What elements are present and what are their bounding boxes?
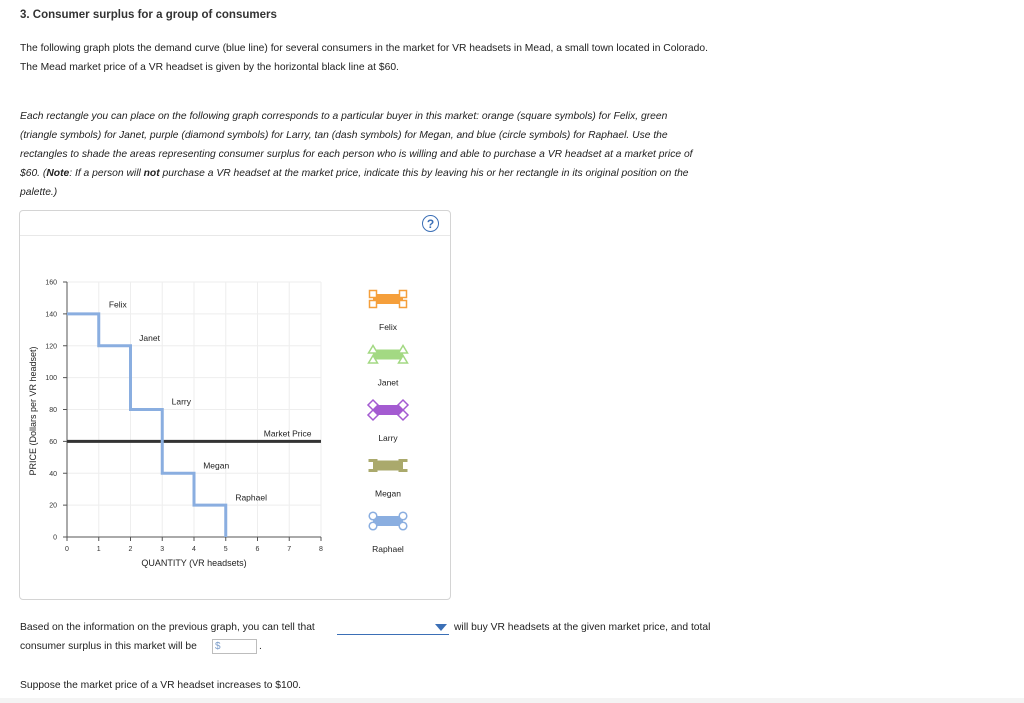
buyer-label: Market Price xyxy=(263,428,312,439)
circle-icon xyxy=(399,522,407,530)
circle-icon xyxy=(369,512,377,520)
instr-line-1: Each rectangle you can place on the following graph corresponds to a particular buyer in this market: orange (square symbols) for Felix, green xyxy=(20,111,668,122)
dollar-sign: $ xyxy=(215,641,221,652)
buyer-label: Larry xyxy=(171,396,191,407)
x-tick-label: 1 xyxy=(96,546,101,553)
instr-line-4: $60. (Note: If a person will not purchase a VR headset at the market price, indicate this by leaving his or her rectangle in its original position on the xyxy=(20,168,689,179)
help-icon[interactable]: ? xyxy=(422,215,439,232)
x-tick-label: 7 xyxy=(287,546,292,553)
dash-icon xyxy=(369,469,378,472)
answer-period: . xyxy=(259,641,262,652)
page-bottom-edge xyxy=(0,698,1024,703)
x-tick-label: 3 xyxy=(160,546,165,553)
palette-label-larry: Larry xyxy=(378,433,398,443)
answer-line2: consumer surplus in this market will be xyxy=(20,641,197,652)
palette-label-megan: Megan xyxy=(375,488,401,499)
y-tick-label: 80 xyxy=(49,407,57,414)
palette-label-janet: Janet xyxy=(377,377,399,388)
followup-text: Suppose the market price of a VR headset increases to $100. xyxy=(20,680,302,691)
dash-icon xyxy=(369,459,378,462)
x-tick-label: 8 xyxy=(319,546,323,553)
x-tick-label: 6 xyxy=(255,546,260,553)
instr-line-2: (triangle symbols) for Janet, purple (diamond symbols) for Larry, tan (dash symbols) for Megan, and blue (circle symbols) for Raphael. Use the xyxy=(20,130,668,141)
palette-rect-raphael[interactable] xyxy=(373,516,403,526)
x-tick-label: 5 xyxy=(223,546,228,553)
y-tick-label: 20 xyxy=(49,502,57,510)
y-tick-label: 60 xyxy=(49,438,57,446)
x-tick-label: 2 xyxy=(128,546,133,553)
y-tick-label: 40 xyxy=(49,470,57,478)
palette-rect-janet[interactable] xyxy=(373,350,403,360)
palette-label-felix: Felix xyxy=(379,322,397,332)
answer-text-after: will buy VR headsets at the given market price, and total xyxy=(454,622,711,633)
square-icon xyxy=(400,301,407,308)
y-tick-label: 160 xyxy=(45,279,57,287)
instr-line-3: rectangles to shade the areas representing consumer surplus for each person who is willing and able to purchase a VR headset at a market price of xyxy=(20,149,693,160)
x-tick-label: 0 xyxy=(65,546,69,553)
palette-rect-felix[interactable] xyxy=(373,294,403,304)
palette-label-raphael: Raphael xyxy=(372,544,404,554)
x-axis-label: QUANTITY (VR headsets) xyxy=(141,558,247,568)
not-emphasis: not xyxy=(143,168,160,179)
circle-icon xyxy=(369,522,377,530)
buyer-label: Raphael xyxy=(235,492,267,503)
buyer-label: Janet xyxy=(139,332,160,343)
answer-text-before: Based on the information on the previous graph, you can tell that xyxy=(20,622,315,633)
y-tick-label: 120 xyxy=(45,343,57,351)
y-axis-label: PRICE (Dollars per VR headset) xyxy=(28,346,38,476)
y-tick-label: 0 xyxy=(53,534,57,542)
intro-line-2: The Mead market price of a VR headset is given by the horizontal black line at $60. xyxy=(20,62,399,73)
dash-icon xyxy=(399,469,408,472)
square-icon xyxy=(400,291,407,298)
buyers-dropdown[interactable] xyxy=(337,620,449,635)
question-title: 3. Consumer surplus for a group of consumers xyxy=(20,9,277,21)
circle-icon xyxy=(399,512,407,520)
chevron-down-icon xyxy=(435,624,447,631)
triangle-icon xyxy=(369,346,378,354)
intro-line-1: The following graph plots the demand curve (blue line) for several consumers in the market for VR headsets in Mead, a small town located in Colorado. xyxy=(20,43,708,54)
buyer-label: Megan xyxy=(203,460,230,471)
y-tick-label: 140 xyxy=(45,311,57,319)
square-icon xyxy=(370,301,377,308)
y-tick-label: 100 xyxy=(45,375,57,383)
dash-icon xyxy=(399,459,408,462)
x-tick-label: 4 xyxy=(192,546,196,553)
square-icon xyxy=(370,291,377,298)
consumer-surplus-input[interactable] xyxy=(212,639,257,654)
triangle-icon xyxy=(399,346,408,354)
buyer-label: Felix xyxy=(108,299,127,310)
instr-line-5: palette.) xyxy=(20,187,58,198)
note-label: Note xyxy=(46,168,70,179)
